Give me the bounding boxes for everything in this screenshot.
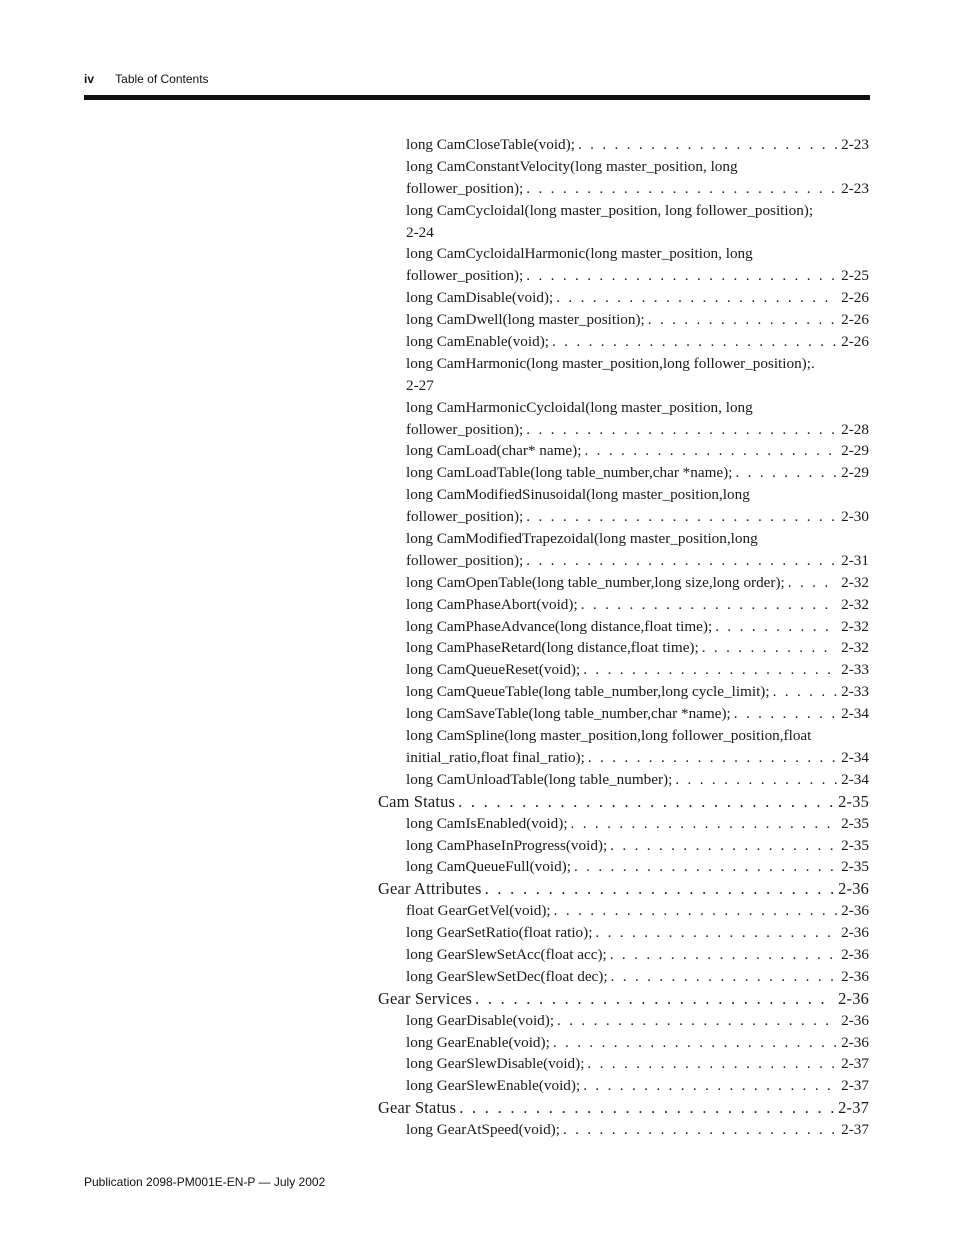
toc-entry-text: Gear Services xyxy=(378,988,473,1008)
page-header xyxy=(84,72,209,86)
dot-leader xyxy=(592,922,837,944)
toc-page-number: 2-33 xyxy=(841,683,869,701)
toc-entry-text: long CamDwell(long master_position); xyxy=(406,311,645,329)
toc-entry-text: long CamPhaseAbort(void); xyxy=(406,595,578,613)
toc-entry[interactable] xyxy=(378,637,869,659)
toc-page-number: 2-35 xyxy=(841,836,869,854)
dot-leader xyxy=(554,1010,837,1032)
toc-page-number: 2-31 xyxy=(841,551,869,569)
dot-leader xyxy=(550,1032,837,1054)
header-rule xyxy=(84,95,870,100)
dot-leader xyxy=(456,1097,834,1119)
toc-entry[interactable] xyxy=(378,353,869,375)
toc-entry[interactable] xyxy=(378,397,869,419)
toc-section-entry[interactable] xyxy=(378,988,869,1010)
toc-entry-text: long CamLoadTable(long table_number,char *name); xyxy=(406,464,733,482)
toc-entry-text: follower_position); xyxy=(406,179,524,197)
dot-leader xyxy=(551,900,838,922)
toc-entry[interactable] xyxy=(378,550,869,572)
toc-entry[interactable] xyxy=(378,944,869,966)
toc-page-number: 2-37 xyxy=(841,1121,869,1139)
toc-page-number: 2-23 xyxy=(841,136,869,153)
dot-leader xyxy=(455,791,834,813)
dot-leader xyxy=(770,681,838,703)
toc-entry[interactable] xyxy=(378,309,869,331)
dot-leader xyxy=(580,1075,837,1097)
toc-entry-text: long CamCycloidal(long master_position, long follower_position); xyxy=(406,201,814,219)
toc-entry[interactable] xyxy=(378,440,869,462)
toc-entry-text: long CamConstantVelocity(long master_position, long xyxy=(406,157,738,175)
dot-leader xyxy=(585,747,837,769)
toc-entry-text: initial_ratio,float final_ratio); xyxy=(406,748,585,766)
toc-entry[interactable] xyxy=(378,528,869,550)
toc-entry[interactable] xyxy=(378,1010,869,1032)
dot-leader xyxy=(645,309,837,331)
toc-entry[interactable] xyxy=(378,900,869,922)
toc-page-number: 2-36 xyxy=(841,1011,869,1029)
toc-entry-text: long CamPhaseAdvance(long distance,float time); xyxy=(406,617,713,635)
toc-entry[interactable] xyxy=(378,1075,869,1097)
toc-entry-text: long GearSlewDisable(void); xyxy=(406,1055,585,1073)
toc-page-number: 2-32 xyxy=(841,595,869,613)
dot-leader xyxy=(575,134,837,156)
toc-entry-text: long GearDisable(void); xyxy=(406,1011,555,1029)
toc-page-number: 2-34 xyxy=(841,705,869,723)
toc-entry-text: long CamHarmonicCycloidal(long master_position, long xyxy=(406,398,753,416)
toc-entry[interactable] xyxy=(378,462,869,484)
toc-page-number: 2-25 xyxy=(841,267,869,285)
dot-leader xyxy=(732,462,837,484)
toc-entry-text: long CamPhaseRetard(long distance,float time); xyxy=(406,639,699,657)
toc-entry-text: long CamIsEnabled(void); xyxy=(406,814,568,832)
toc-page-number: 2-36 xyxy=(841,924,869,942)
toc-page-number: 2-35 xyxy=(841,858,869,876)
toc-entry[interactable] xyxy=(378,506,869,528)
dot-leader xyxy=(523,506,837,528)
toc-entry-text: follower_position); xyxy=(406,508,524,526)
toc-page-number: 2-30 xyxy=(841,508,869,526)
dot-leader xyxy=(712,616,837,638)
toc-page-number: 2-36 xyxy=(841,902,869,920)
dot-leader xyxy=(549,331,837,353)
toc-page-number: 2-23 xyxy=(841,179,869,197)
toc-entry-text: long CamEnable(void); xyxy=(406,333,549,351)
dot-leader xyxy=(699,637,837,659)
dot-leader xyxy=(523,178,837,200)
toc-entry[interactable] xyxy=(378,725,869,747)
dot-leader xyxy=(584,1053,837,1075)
toc-page-number: 2-36 xyxy=(841,1033,869,1051)
toc-entry[interactable] xyxy=(378,572,869,594)
toc-entry-text: long CamLoad(char* name); xyxy=(406,442,582,460)
toc-page-number: 2-32 xyxy=(841,573,869,591)
toc-entry[interactable] xyxy=(378,243,869,265)
toc-entry[interactable] xyxy=(378,856,869,878)
toc-page-number: 2-37 xyxy=(841,1077,869,1095)
toc-entry-text: long CamCycloidalHarmonic(long master_position, long xyxy=(406,245,753,263)
toc-entry-text: long CamUnloadTable(long table_number); xyxy=(406,770,673,788)
toc-entry[interactable] xyxy=(378,1053,869,1075)
toc-page-number: 2-37 xyxy=(841,1055,869,1073)
toc-entry[interactable] xyxy=(378,835,869,857)
section-title: Table of Contents xyxy=(115,72,209,86)
toc-entry-text: long CamModifiedTrapezoidal(long master_position,long xyxy=(406,530,758,548)
dot-leader xyxy=(607,835,837,857)
toc-page-number: 2-28 xyxy=(841,420,869,438)
toc-entry-text: long CamHarmonic(long master_position,long follower_position);. xyxy=(406,354,815,372)
toc-section-entry[interactable] xyxy=(378,1097,869,1119)
dot-leader xyxy=(472,988,834,1010)
page-number: iv xyxy=(84,72,95,86)
toc-entry[interactable] xyxy=(378,375,869,397)
toc-entry-text: long CamCloseTable(void); xyxy=(406,136,575,153)
toc-entry[interactable] xyxy=(378,265,869,287)
toc-entry-text: long GearSlewEnable(void); xyxy=(406,1077,581,1095)
toc-entry-text: long GearSlewSetAcc(float acc); xyxy=(406,945,607,963)
toc-page-number: 2-29 xyxy=(841,442,869,460)
toc-entry-text: long CamOpenTable(long table_number,long size,long order); xyxy=(406,573,785,591)
toc-entry-text: long CamDisable(void); xyxy=(406,289,554,307)
toc-entry[interactable] xyxy=(378,966,869,988)
toc-entry-text: long CamPhaseInProgress(void); xyxy=(406,836,608,854)
dot-leader xyxy=(523,550,837,572)
toc-page-number: 2-29 xyxy=(841,464,869,482)
toc-page-number: 2-35 xyxy=(841,814,869,832)
toc-section-entry[interactable] xyxy=(378,878,869,900)
toc-page-number: 2-26 xyxy=(841,289,869,307)
toc-entry[interactable] xyxy=(378,222,869,244)
toc-page-number: 2-37 xyxy=(838,1098,869,1118)
toc-entry[interactable] xyxy=(378,681,869,703)
toc-entry-text: follower_position); xyxy=(406,551,524,569)
toc-entry-text: long CamQueueTable(long table_number,long cycle_limit); xyxy=(406,683,770,701)
toc-page-number: 2-34 xyxy=(841,748,869,766)
toc-entry-text: follower_position); xyxy=(406,420,524,438)
dot-leader xyxy=(607,944,837,966)
toc-section-entry[interactable] xyxy=(378,791,869,813)
toc-entry[interactable] xyxy=(378,769,869,791)
toc-entry-text: follower_position); xyxy=(406,267,524,285)
toc-entry[interactable] xyxy=(378,703,869,725)
toc-entry-text: 2-27 xyxy=(406,376,434,394)
toc-page-number: 2-36 xyxy=(841,945,869,963)
toc-entry[interactable] xyxy=(378,419,869,441)
toc-entry-text: long GearEnable(void); xyxy=(406,1033,550,1051)
toc-entry[interactable] xyxy=(378,178,869,200)
toc-entry-text: long CamModifiedSinusoidal(long master_position,long xyxy=(406,486,750,504)
toc-entry-text: long CamQueueFull(void); xyxy=(406,858,571,876)
toc-page-number: 2-26 xyxy=(841,333,869,351)
dot-leader xyxy=(553,287,837,309)
dot-leader xyxy=(571,856,837,878)
toc-entry[interactable] xyxy=(378,134,869,156)
dot-leader xyxy=(523,265,837,287)
toc-entry[interactable] xyxy=(378,1032,869,1054)
toc-entry[interactable] xyxy=(378,331,869,353)
toc-entry[interactable] xyxy=(378,747,869,769)
toc-page-number: 2-26 xyxy=(841,311,869,329)
toc-entry-text: long GearSetRatio(float ratio); xyxy=(406,924,593,942)
footer-publication: Publication 2098-PM001E-EN-P — July 2002 xyxy=(84,1175,326,1189)
toc-entry-text: Cam Status xyxy=(378,791,456,811)
dot-leader xyxy=(523,419,837,441)
dot-leader xyxy=(785,572,837,594)
toc-entry-text: Gear Attributes xyxy=(378,879,482,899)
toc-entry[interactable] xyxy=(378,813,869,835)
dot-leader xyxy=(581,440,837,462)
toc-entry-text: Gear Status xyxy=(378,1098,457,1118)
toc-entry[interactable] xyxy=(378,287,869,309)
toc-entry-text: long CamQueueReset(void); xyxy=(406,661,581,679)
toc-entry[interactable] xyxy=(378,1119,869,1141)
dot-leader xyxy=(731,703,837,725)
toc-entry-text: long CamSpline(long master_position,long follower_position,float xyxy=(406,727,812,745)
toc-list xyxy=(378,134,869,1141)
toc-entry-text: 2-24 xyxy=(406,223,434,241)
dot-leader xyxy=(608,966,838,988)
dot-leader xyxy=(580,659,837,681)
toc-entry[interactable] xyxy=(378,156,869,178)
toc-page-number: 2-36 xyxy=(838,988,869,1008)
toc-entry[interactable] xyxy=(378,659,869,681)
toc-page-number: 2-36 xyxy=(841,967,869,985)
dot-leader xyxy=(560,1119,837,1141)
toc-page-number: 2-35 xyxy=(838,791,869,811)
toc-entry-text: float GearGetVel(void); xyxy=(406,902,551,920)
toc-page-number: 2-36 xyxy=(838,879,869,899)
dot-leader xyxy=(568,813,838,835)
dot-leader xyxy=(672,769,837,791)
toc-entry-text: long GearAtSpeed(void); xyxy=(406,1121,560,1139)
dot-leader xyxy=(578,594,837,616)
toc-entry[interactable] xyxy=(378,922,869,944)
toc-entry-text: long GearSlewSetDec(float dec); xyxy=(406,967,608,985)
toc-entry[interactable] xyxy=(378,594,869,616)
toc-entry[interactable] xyxy=(378,484,869,506)
toc-page-number: 2-32 xyxy=(841,617,869,635)
toc-entry[interactable] xyxy=(378,200,869,222)
toc-page-number: 2-32 xyxy=(841,639,869,657)
toc-page-number: 2-34 xyxy=(841,770,869,788)
toc-entry[interactable] xyxy=(378,616,869,638)
toc-entry-text: long CamSaveTable(long table_number,char *name); xyxy=(406,705,731,723)
toc-page-number: 2-33 xyxy=(841,661,869,679)
dot-leader xyxy=(482,878,835,900)
